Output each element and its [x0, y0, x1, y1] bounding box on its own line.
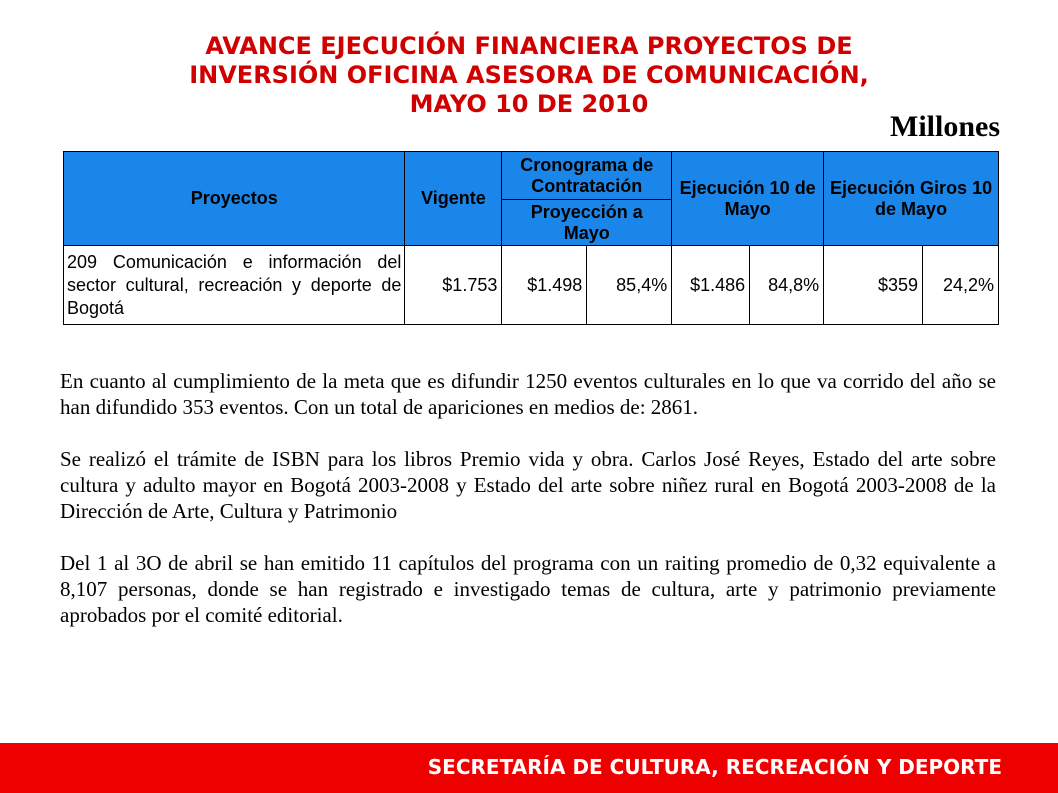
header-vigente: Vigente [405, 152, 502, 246]
title-line-2: INVERSIÓN OFICINA ASESORA DE COMUNICACIÓN, [189, 61, 869, 89]
header-proyectos: Proyectos [64, 152, 405, 246]
title-line-3: MAYO 10 DE 2010 [409, 90, 649, 118]
header-proyeccion: Proyección a Mayo [502, 200, 672, 246]
header-giros: Ejecución Giros 10 de Mayo [824, 152, 999, 246]
title-line-1: AVANCE EJECUCIÓN FINANCIERA PROYECTOS DE [205, 32, 853, 60]
units-label: Millones [890, 110, 1000, 143]
cell-proyeccion-pct: 85,4% [587, 246, 672, 325]
body-text [60, 368, 996, 654]
paragraph-programa: Del 1 al 3O de abril se han emitido 11 capítulos del programa con un raiting promedio de 0,32 equivalente a 8,107 personas, donde se han registrado e investigado temas de cultura, arte y patrimonio previamente aprobados por el comité editorial. [60, 551, 996, 627]
cell-proyecto: 209 Comunicación e información del sector cultural, recreación y deporte de Bogotá [64, 246, 405, 325]
cell-ejecucion-pct: 84,8% [750, 246, 824, 325]
cell-giros-valor: $359 [824, 246, 923, 325]
cell-proyeccion-valor: $1.498 [502, 246, 587, 325]
page-title [0, 32, 1058, 119]
footer-text: SECRETARÍA DE CULTURA, RECREACIÓN Y DEPORTE [427, 755, 1002, 779]
header-ejecucion: Ejecución 10 de Mayo [672, 152, 824, 246]
cell-ejecucion-valor: $1.486 [672, 246, 750, 325]
paragraph-isbn: Se realizó el trámite de ISBN para los libros Premio vida y obra. Carlos José Reyes, Estado del arte sobre cultura y adulto mayor en Bogotá 2003-2008 y Estado del arte sobre niñez rural en Bogotá 2003-2008 de la Dirección de Arte, Cultura y Patrimonio [60, 447, 996, 523]
header-cronograma: Cronograma de Contratación [502, 152, 672, 200]
paragraph-eventos: En cuanto al cumplimiento de la meta que es difundir 1250 eventos culturales en lo que va corrido del año se han difundido 353 eventos. Con un total de apariciones en medios de: 2861. [60, 369, 996, 419]
table-row [64, 246, 999, 325]
footer-bar [0, 743, 1058, 793]
cell-giros-pct: 24,2% [922, 246, 998, 325]
financial-table [63, 151, 999, 325]
cell-vigente: $1.753 [405, 246, 502, 325]
